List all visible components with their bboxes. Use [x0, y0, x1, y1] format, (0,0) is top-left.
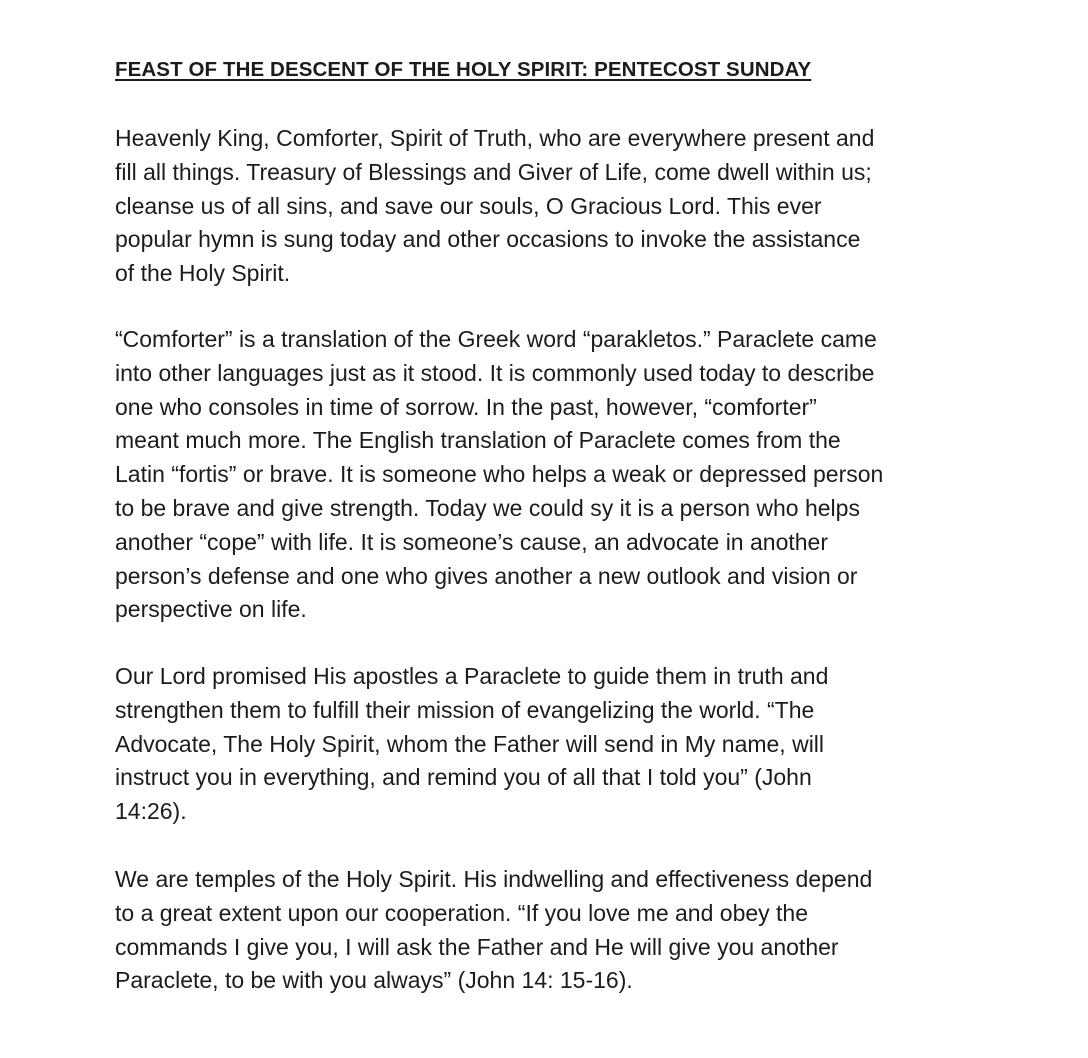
text-line: Latin “fortis” or brave. It is someone who helps a weak or depressed person: [115, 461, 884, 488]
text-line: “Comforter” is a translation of the Greek word “parakletos.” Paraclete came: [115, 326, 877, 352]
paragraph-temples: [115, 863, 995, 998]
text-line: meant much more. The English translation of Paraclete comes from the: [115, 427, 841, 454]
text-line: person’s defense and one who gives another a new outlook and vision or: [115, 562, 858, 589]
text-line: fill all things. Treasury of Blessings and Giver of Life, come dwell within us;: [115, 158, 872, 185]
paragraph-comforter: [115, 323, 995, 627]
text-line: to be brave and give strength. Today we could sy it is a person who helps: [115, 494, 860, 521]
text-line: instruct you in everything, and remind you of all that I told you” (John: [115, 764, 812, 791]
text-line: one who consoles in time of sorrow. In the past, however, “comforter”: [115, 393, 817, 420]
text-line: strengthen them to fulfill their mission of evangelizing the world. “The: [115, 696, 815, 723]
text-line: another “cope” with life. It is someone’s cause, an advocate in another: [115, 528, 828, 555]
paragraph-heavenly-king: [115, 122, 995, 291]
text-line: Paraclete, to be with you always” (John 14: 15-16).: [115, 967, 633, 994]
text-line: We are temples of the Holy Spirit. His indwelling and effectiveness depend: [115, 866, 873, 892]
text-line: cleanse us of all sins, and save our souls, O Gracious Lord. This ever: [115, 192, 822, 219]
text-line: commands I give you, I will ask the Father and He will give you another: [115, 933, 839, 960]
text-line: of the Holy Spirit.: [115, 260, 291, 287]
text-line: popular hymn is sung today and other occasions to invoke the assistance: [115, 226, 861, 253]
text-line: perspective on life.: [115, 596, 307, 623]
text-line: 14:26).: [115, 798, 187, 825]
text-line: Heavenly King, Comforter, Spirit of Truth, who are everywhere present and: [115, 125, 875, 151]
text-line: into other languages just as it stood. It is commonly used today to describe: [115, 359, 875, 386]
paragraph-our-lord: [115, 660, 995, 829]
text-line: Our Lord promised His apostles a Paraclete to guide them in truth and: [115, 663, 829, 689]
text-line: Advocate, The Holy Spirit, whom the Father will send in My name, will: [115, 730, 825, 757]
document-title: FEAST OF THE DESCENT OF THE HOLY SPIRIT: PENTECOST SUNDAY: [115, 58, 812, 81]
text-line: to a great extent upon our cooperation. “If you love me and obey the: [115, 899, 809, 926]
